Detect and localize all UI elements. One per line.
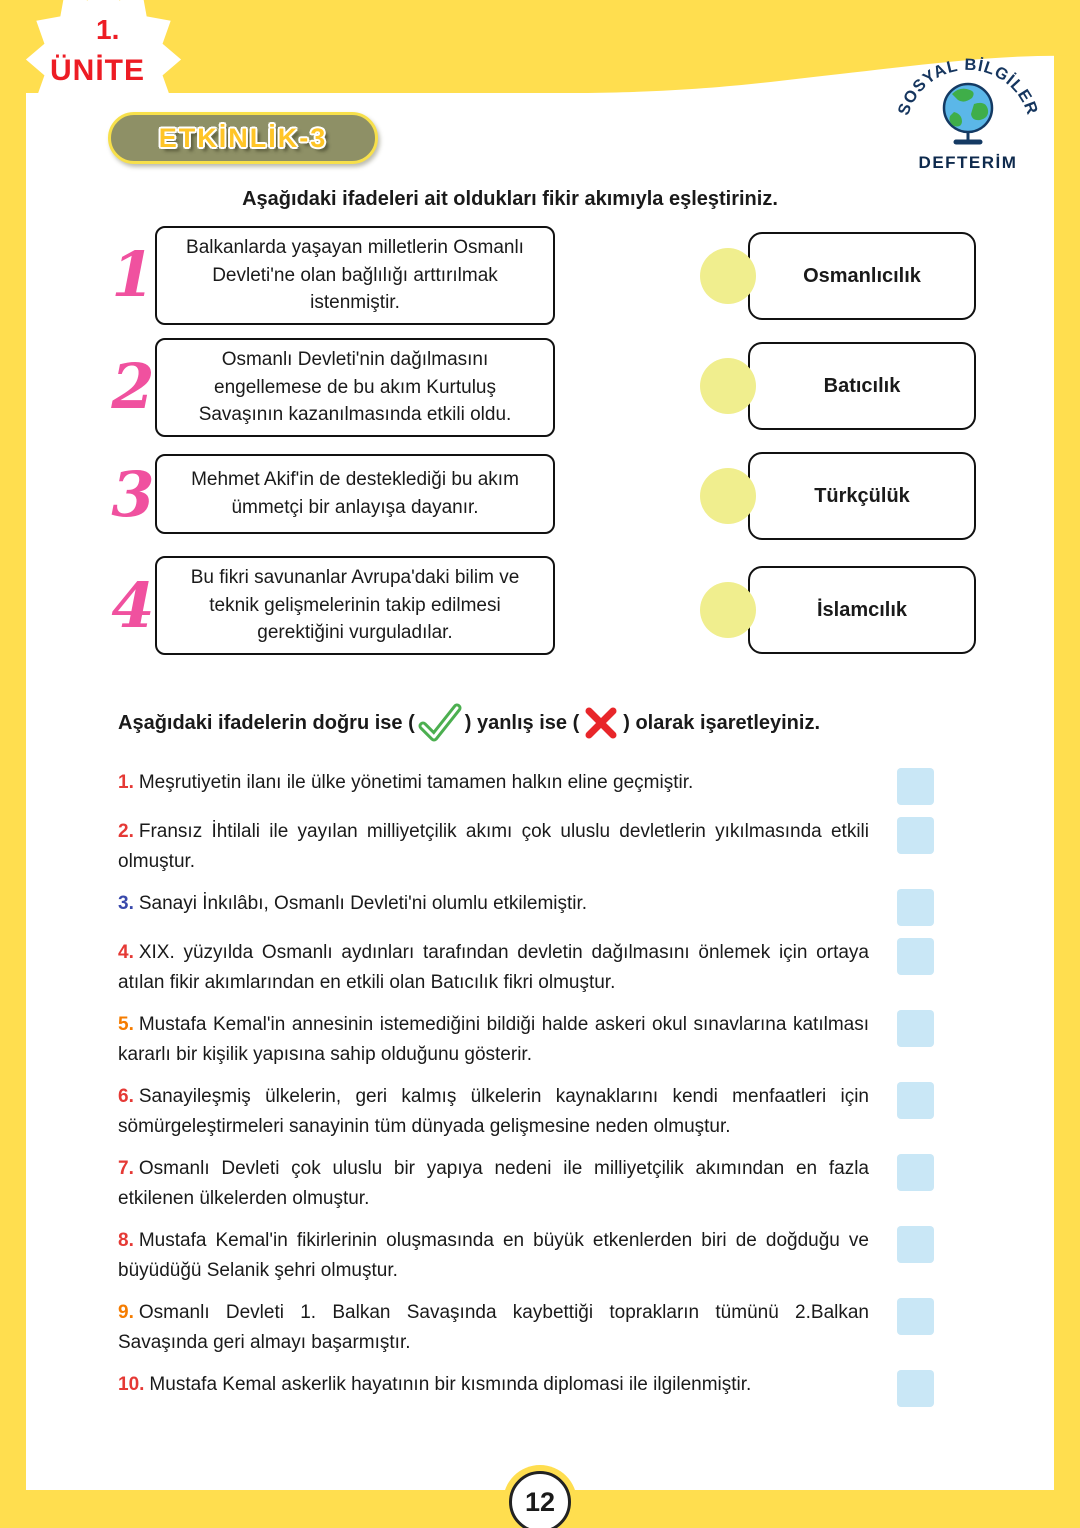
tf-item-9	[118, 1298, 934, 1358]
tf-checkbox-2[interactable]	[897, 817, 934, 854]
true-false-section	[118, 702, 934, 1419]
tf-statement	[118, 1370, 897, 1400]
tf-checkbox-5[interactable]	[897, 1010, 934, 1047]
tf-checkbox-6[interactable]	[897, 1082, 934, 1119]
tf-statement	[118, 889, 897, 919]
tf-item-text: Mustafa Kemal'in annesinin istemediğini bildiği halde askeri okul sınavlarına katılması kararlı bir kişilik yapısına sahip olduğunu gösterir.	[118, 1014, 869, 1065]
tf-statement	[118, 1298, 897, 1358]
tf-item-text: Fransız İhtilali ile yayılan milliyetçilik akımı çok uluslu devletlerin yıkılmasında etkili olmuştur.	[118, 821, 869, 872]
matching-option-osmanlicilik	[748, 232, 976, 320]
tf-checkbox-7[interactable]	[897, 1154, 934, 1191]
logo-name-text: DEFTERİM	[918, 153, 1018, 172]
unit-number: 1.	[96, 14, 120, 45]
tf-item-6	[118, 1082, 934, 1142]
page-number: 12	[524, 1486, 556, 1517]
page-number-badge	[509, 1471, 571, 1528]
globe-icon	[944, 84, 992, 142]
matching-statement-text: Bu fikri savunanlar Avrupa'daki bilim ve teknik gelişmelerinin takip edilmesi gerektiğini vurguladılar.	[190, 567, 520, 644]
tf-statement	[118, 817, 897, 877]
tf-item-text: Osmanlı Devleti çok uluslu bir yapıya nedeni ile milliyetçilik akımından en fazla etkilenen ülkelerden olmuştur.	[118, 1158, 869, 1209]
matching-statement-1	[155, 226, 555, 325]
tf-item-4	[118, 938, 934, 998]
tf-statement	[118, 1154, 897, 1214]
logo-arc-text: SOSYAL BİLGİLER	[894, 55, 1042, 118]
tf-checkbox-9[interactable]	[897, 1298, 934, 1335]
statement-number-1: 1	[111, 238, 155, 311]
matching-statement-2	[155, 338, 555, 437]
unit-label: ÜNİTE	[50, 54, 145, 87]
left-border-strip	[0, 0, 26, 1528]
tf-item-1	[118, 768, 934, 805]
tf-checkbox-4[interactable]	[897, 938, 934, 975]
statement-number-3: 3	[111, 458, 155, 531]
matching-option-baticilik	[748, 342, 976, 430]
cross-icon	[581, 704, 621, 742]
matching-option-label: Türkçülük	[814, 484, 910, 507]
tf-item-3	[118, 889, 934, 926]
tf-statement	[118, 1226, 897, 1286]
matching-statement-4	[155, 556, 555, 655]
tf-instruction-prefix: Aşağıdaki ifadelerin doğru ise (	[118, 711, 415, 734]
tf-item-number: 2.	[118, 821, 134, 842]
matching-option-label: Batıcılık	[823, 374, 901, 397]
matching-statement-text: Osmanlı Devleti'nin dağılmasını engellemese de bu akım Kurtuluş Savaşının kazanılmasında etkili oldu.	[198, 349, 512, 426]
tf-instruction-suffix: ) olarak işaretleyiniz.	[623, 711, 821, 734]
answer-circle-2[interactable]	[700, 358, 756, 414]
answer-circle-1[interactable]	[700, 248, 756, 304]
tf-statement	[118, 1010, 897, 1070]
tf-checkbox-1[interactable]	[897, 768, 934, 805]
tf-item-number: 5.	[118, 1014, 134, 1035]
answer-circle-4[interactable]	[700, 582, 756, 638]
brand-logo	[888, 44, 1048, 179]
tf-instruction-middle: ) yanlış ise (	[464, 711, 580, 734]
tf-item-10	[118, 1370, 934, 1407]
tf-item-2	[118, 817, 934, 877]
tf-item-number: 1.	[118, 772, 134, 793]
statement-number-4: 4	[111, 569, 155, 642]
tf-item-text: XIX. yüzyılda Osmanlı aydınları tarafından devletin dağılmasını önlemek için ortaya atılan fikir akımlarından en etkili olan Batıcılık fikri olmuştur.	[118, 942, 869, 993]
tf-item-8	[118, 1226, 934, 1286]
answer-circle-3[interactable]	[700, 468, 756, 524]
tf-item-text: Sanayi İnkılâbı, Osmanlı Devleti'ni olumlu etkilemiştir.	[138, 893, 588, 914]
tf-item-number: 4.	[118, 942, 134, 963]
tf-item-number: 9.	[118, 1302, 134, 1323]
activity-title: ETKİNLİK-3	[158, 122, 328, 153]
tf-item-text: Sanayileşmiş ülkelerin, geri kalmış ülkelerin kaynaklarını kendi menfaatleri için sömürgeleştirmeleri sanayinin tüm dünyada gelişmesine neden olmuştur.	[118, 1086, 869, 1137]
tf-item-number: 8.	[118, 1230, 134, 1251]
statement-number-2: 2	[111, 350, 155, 423]
matching-option-turkculuk	[748, 452, 976, 540]
tf-item-number: 6.	[118, 1086, 134, 1107]
tf-item-text: Meşrutiyetin ilanı ile ülke yönetimi tamamen halkın eline geçmiştir.	[138, 772, 694, 793]
tf-item-5	[118, 1010, 934, 1070]
tf-checkbox-10[interactable]	[897, 1370, 934, 1407]
right-border-strip	[1054, 0, 1080, 1528]
matching-instruction: Aşağıdaki ifadeleri ait oldukları fikir akımıyla eşleştiriniz.	[242, 188, 778, 210]
matching-option-label: İslamcılık	[816, 598, 908, 621]
matching-option-label: Osmanlıcılık	[803, 264, 921, 287]
matching-statement-text: Mehmet Akif'in de desteklediği bu akım ümmetçi bir anlayışa dayanır.	[191, 469, 519, 518]
activity-badge	[108, 112, 378, 164]
matching-option-islamcilik	[748, 566, 976, 654]
tf-item-number: 7.	[118, 1158, 134, 1179]
true-false-instruction	[118, 702, 934, 744]
tf-statement	[118, 938, 897, 998]
tf-item-number: 10.	[118, 1374, 145, 1395]
tf-item-7	[118, 1154, 934, 1214]
tf-item-number: 3.	[118, 893, 134, 914]
tf-checkbox-3[interactable]	[897, 889, 934, 926]
check-icon	[417, 702, 463, 744]
matching-statement-text: Balkanlarda yaşayan milletlerin Osmanlı Devleti'ne olan bağlılığı arttırılmak istenmiştir.	[186, 237, 524, 314]
tf-statement	[118, 1082, 897, 1142]
tf-item-text: Mustafa Kemal'in fikirlerinin oluşmasında en büyük etkenlerden biri de doğduğu ve büyüdüğü Selanik şehri olmuştur.	[118, 1230, 869, 1281]
tf-item-text: Osmanlı Devleti 1. Balkan Savaşında kaybettiği toprakların tümünü 2.Balkan Savaşında geri almayı başarmıştır.	[118, 1302, 869, 1353]
tf-item-text: Mustafa Kemal askerlik hayatının bir kısmında diplomasi ile ilgilenmiştir.	[149, 1374, 752, 1395]
matching-statement-3	[155, 454, 555, 534]
tf-statement	[118, 768, 897, 798]
tf-checkbox-8[interactable]	[897, 1226, 934, 1263]
